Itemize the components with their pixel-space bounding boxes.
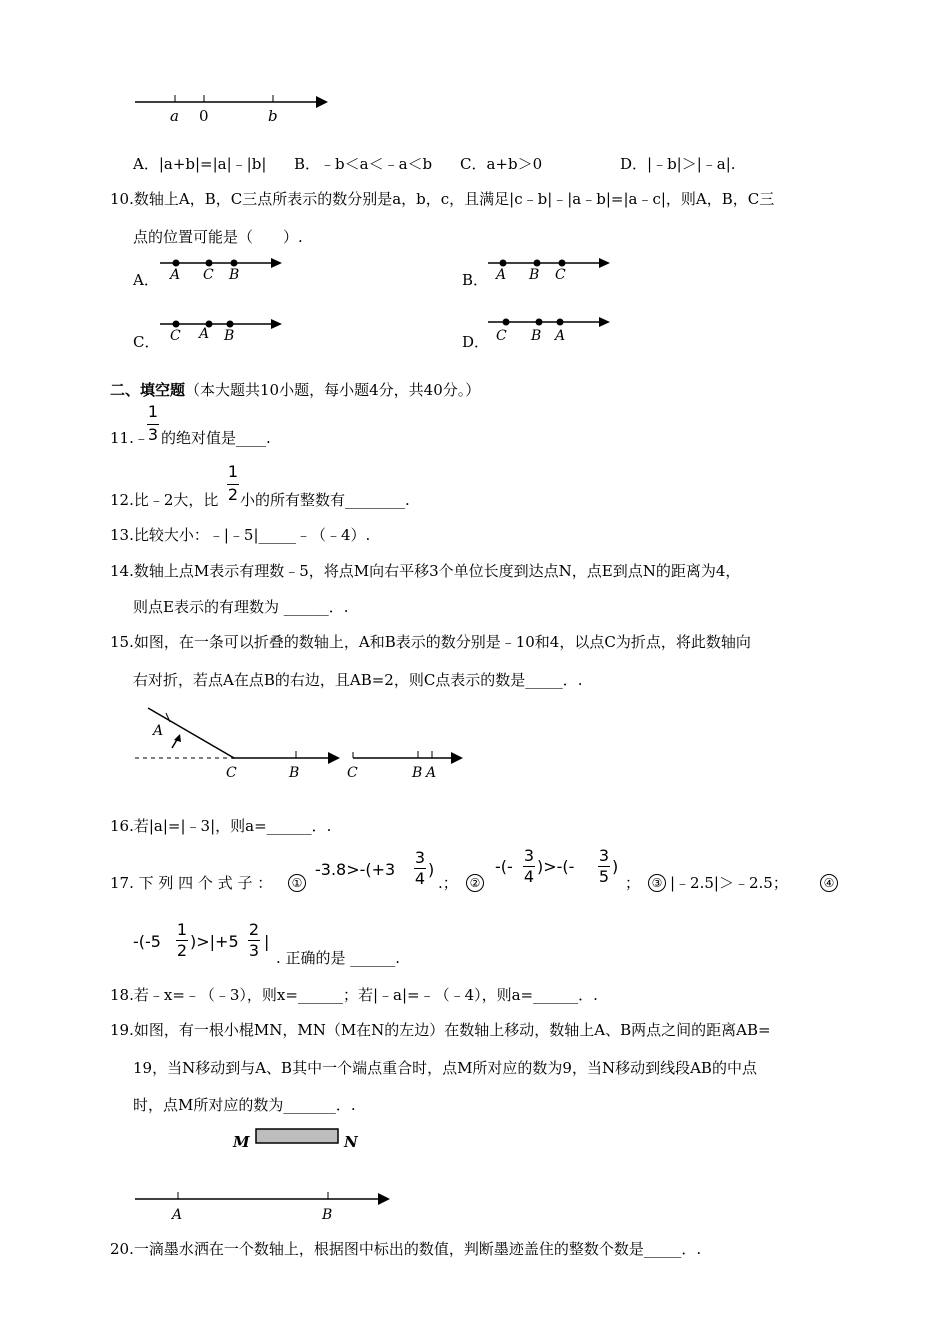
q10-line-a: [160, 258, 282, 283]
q17-expr2-num2: 3: [598, 846, 610, 865]
q14-line2: 则点E表示的有理数为 ______．.: [133, 598, 349, 616]
q10-a-label-2: C: [203, 267, 214, 283]
q17-expr2-num1: 3: [523, 846, 535, 865]
q17-expr1-num: 3: [414, 848, 426, 867]
q15-fig1-label-a: A: [153, 723, 164, 739]
q19-label-a: A: [172, 1207, 183, 1223]
q17-expr2-left: -(-: [495, 857, 513, 876]
q19-label-m: M: [233, 1133, 250, 1151]
q11-numerator: 1: [147, 402, 159, 421]
q9-label-b: b: [268, 107, 278, 125]
q10-d-label-2: B: [531, 328, 542, 344]
q10-c-label-1: C: [170, 328, 181, 344]
q11-denominator: 3: [147, 425, 159, 444]
q19-line1: 19.如图，有一根小棍MN，MN（M在N的左边）在数轴上移动，数轴上A、B两点之间的距离AB=: [110, 1021, 771, 1039]
q15-folding-figure: [0, 700, 950, 790]
q10-line-c: [160, 319, 282, 344]
q16-text: 16.若|a|=|﹣3|，则a=______．.: [110, 817, 332, 835]
q17-circle-2: ②: [466, 874, 484, 892]
q9-number-line: [0, 0, 950, 140]
q17-expr4-right: |: [264, 932, 270, 951]
q10-a-label-1: A: [170, 267, 181, 283]
section-2-note: （本大题共10小题，每小题4分，共40分。）: [185, 381, 481, 399]
q15-fig1-label-c: C: [226, 765, 237, 781]
q13-text: 13.比较大小：﹣|﹣5|_____﹣（﹣4）.: [110, 526, 371, 544]
q12-numerator: 1: [227, 462, 239, 481]
q10-b-label-3: C: [555, 267, 566, 283]
q17-circle-3: ③: [648, 874, 666, 892]
q17-circle-1: ①: [288, 874, 306, 892]
q15-fig1-label-b: B: [289, 765, 300, 781]
q19-label-b: B: [322, 1207, 333, 1223]
q10-option-lines: [0, 240, 950, 360]
q17-sep-2: ；: [625, 874, 641, 892]
q18-text: 18.若﹣x=﹣（﹣3），则x=______；若|﹣a|=﹣（﹣4），则a=______．.: [110, 986, 598, 1004]
q17-circle-4: ④: [820, 874, 838, 892]
q9-label-0: 0: [199, 107, 209, 125]
q12-suffix: 小的所有整数有________.: [240, 491, 410, 509]
q11-prefix: 11.﹣: [110, 429, 149, 447]
q17-expr2-right: ): [612, 857, 619, 876]
q15-line1: 15.如图，在一条可以折叠的数轴上，A和B表示的数分别是﹣10和4，以点C为折点，将此数轴向: [110, 633, 751, 651]
q9-option-b: B．﹣b＜a＜﹣a＜b: [294, 155, 433, 173]
q19-line3: 时，点M所对应的数为_______．.: [133, 1096, 356, 1114]
q9-option-d: D．|﹣b|＞|﹣a|.: [620, 155, 736, 173]
q10-line1: 10.数轴上A，B，C三点所表示的数分别是a，b，c，且满足|c﹣b|﹣|a﹣b|=|a﹣c|，则A，B，C三: [110, 190, 775, 208]
q9-label-a: a: [170, 107, 179, 125]
q17-expr2-mid: )>-(-: [537, 857, 575, 876]
q10-a-label-3: B: [229, 267, 240, 283]
q17-sep-1: .；: [438, 874, 458, 892]
q17-expr3: |﹣2.5|＞﹣2.5；: [670, 874, 788, 892]
q15-fig2-label-c: C: [347, 765, 358, 781]
section-2-heading: [110, 380, 480, 400]
q17-expr1-den: 4: [414, 869, 426, 888]
q11-suffix: 的绝对值是____.: [161, 429, 271, 447]
q17-expr4-num2: 2: [248, 920, 260, 939]
q10-line-d: [488, 317, 610, 344]
q10-c-label-2: A: [199, 326, 210, 342]
q14-line1: 14.数轴上点M表示有理数﹣5，将点M向右平移3个单位长度到达点N，点E到点N的距离为4，: [110, 562, 741, 580]
q15-line2: 右对折，若点A在点B的右边，且AB=2，则C点表示的数是_____．.: [133, 671, 583, 689]
q10-b-label-1: A: [496, 267, 507, 283]
q17-expr2-den2: 5: [598, 867, 610, 886]
section-2-title: 二、填空题: [110, 381, 186, 399]
q17-expr2-den1: 4: [523, 867, 535, 886]
q17-expr1-right: ): [428, 860, 435, 879]
q9-option-a: A．|a+b|=|a|﹣|b|: [133, 155, 267, 173]
q19-stick: [256, 1129, 338, 1143]
q17-tail: . 正确的是 ______.: [276, 949, 401, 967]
q10-c-label-3: B: [224, 328, 235, 344]
q12-denominator: 2: [227, 485, 239, 504]
q19-label-n: N: [344, 1133, 358, 1151]
q10-b-label-2: B: [529, 267, 540, 283]
q17-prefix: 17. 下 列 四 个 式 子 ：: [110, 874, 273, 892]
q17-expr4-den2: 3: [248, 941, 260, 960]
q9-option-c: C．a+b＞0: [460, 155, 543, 173]
q10-option-d-label: D．: [462, 333, 490, 351]
q17-expr4-left: -(-5: [133, 932, 161, 951]
q12-prefix: 12.比﹣2大，比: [110, 491, 219, 509]
q10-d-label-3: A: [555, 328, 566, 344]
q19-figure: [0, 1120, 950, 1230]
q10-line-b: [488, 258, 610, 283]
q10-d-label-1: C: [496, 328, 507, 344]
q10-option-b-label: B．: [462, 271, 489, 289]
q10-line2: 点的位置可能是（ ）.: [133, 228, 303, 246]
q19-line2: 19，当N移动到与A、B其中一个端点重合时，点M所对应的数为9，当N移动到线段AB的中点: [133, 1059, 757, 1077]
q15-fig2-label-b: B: [412, 765, 423, 781]
q10-option-c-label: C．: [133, 333, 160, 351]
q20-text: 20.一滴墨水洒在一个数轴上，根据图中标出的数值，判断墨迹盖住的整数个数是_____．.: [110, 1240, 702, 1258]
q17-expr4-den1: 2: [176, 941, 188, 960]
q10-option-a-label: A．: [133, 271, 159, 289]
q17-expr4-num1: 1: [176, 920, 188, 939]
q17-expr1-left: -3.8>-(+3: [315, 860, 396, 879]
q17-expr4-mid: )>|+5: [190, 932, 239, 951]
q15-fig2-label-a: A: [426, 765, 437, 781]
